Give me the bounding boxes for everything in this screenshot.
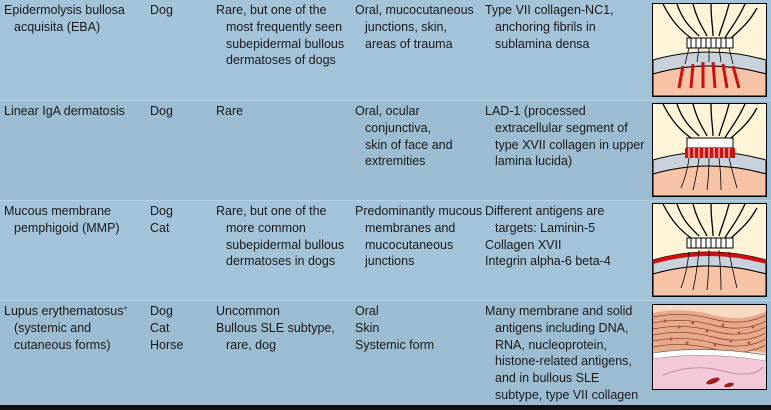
frequency-text: Rare, but one of the <box>216 3 327 17</box>
frequency-cell <box>216 103 243 120</box>
sites-text: junctions <box>365 254 415 269</box>
species-text: Dog <box>150 304 173 318</box>
antigen-text: histone-related antigens, <box>495 354 632 369</box>
sites-cell <box>355 203 482 270</box>
footnote-marker[interactable]: * <box>123 305 128 316</box>
sites-text: Systemic form <box>355 337 435 352</box>
sites-text: Oral <box>355 304 379 318</box>
antigen-text: and in bullous SLE <box>495 371 600 386</box>
disease-name: acquisita (EBA) <box>14 19 101 34</box>
antigen-cell <box>485 103 644 170</box>
disease-name: pemphigoid (MMP) <box>14 220 120 235</box>
disease-name: Epidermolysis bullosa <box>4 3 125 17</box>
frequency-text: Uncommon <box>216 304 280 318</box>
antigen-text: Many membrane and solid <box>485 304 633 318</box>
frequency-text: rare, dog <box>226 337 277 352</box>
species-text: Cat <box>150 320 170 335</box>
disease-name: cutaneous forms) <box>14 337 111 352</box>
disease-cell <box>4 203 120 237</box>
species-text: Dog <box>150 3 173 17</box>
frequency-cell <box>216 303 335 353</box>
species-text: Dog <box>150 204 173 218</box>
antigen-text: Collagen XVII <box>485 237 562 252</box>
sites-text: extremities <box>365 154 426 169</box>
frequency-text: more common <box>226 220 306 235</box>
sites-cell <box>355 103 453 170</box>
antigen-text: LAD-1 (processed <box>485 104 586 118</box>
frequency-text: dermatoses in dogs <box>226 254 336 269</box>
species-cell <box>150 2 173 19</box>
frequency-text: Rare <box>216 104 244 118</box>
disease-cell <box>4 103 125 120</box>
lamina-lucida-diagram <box>652 103 767 197</box>
disease-name: Linear IgA dermatosis <box>4 104 125 118</box>
disease-name <box>4 303 127 320</box>
anchoring-fibrils-diagram <box>652 3 767 97</box>
antigen-text: Type VII collagen-NC1, <box>485 3 614 17</box>
species-text: Cat <box>150 220 170 235</box>
antigen-text: subtype, type VII collagen <box>495 387 639 402</box>
antigen-text: sublamina densa <box>495 36 590 51</box>
disease-name: (systemic and <box>14 320 92 335</box>
sites-text: areas of trauma <box>365 36 453 51</box>
antigen-cell <box>485 303 638 404</box>
bottom-border <box>0 405 771 410</box>
antigen-text: anchoring fibrils in <box>495 19 596 34</box>
species-text: Dog <box>150 104 173 118</box>
sites-cell <box>355 2 474 52</box>
antigen-text: targets: Laminin-5 <box>495 220 596 235</box>
sites-text: Predominantly mucous <box>355 204 483 218</box>
antigen-text: type XVII collagen in upper <box>495 137 645 152</box>
frequency-text: subepidermal bullous <box>226 36 345 51</box>
frequency-text: subepidermal bullous <box>226 237 345 252</box>
species-cell <box>150 303 183 353</box>
frequency-cell <box>216 2 344 69</box>
antigen-text: Different antigens are <box>485 204 605 218</box>
antigen-text: lamina lucida) <box>495 154 573 169</box>
sites-text: Oral, ocular <box>355 104 420 118</box>
frequency-text: Rare, but one of the <box>216 204 327 218</box>
species-cell <box>150 203 173 237</box>
disease-name: Mucous membrane <box>4 204 111 218</box>
sites-cell <box>355 303 434 353</box>
skin-section-diagram <box>652 304 767 390</box>
frequency-cell <box>216 203 344 270</box>
antigen-cell <box>485 2 614 52</box>
sites-text: junctions, skin, <box>365 19 447 34</box>
basement-membrane-diagram <box>652 203 767 297</box>
sites-text: membranes and <box>365 220 456 235</box>
sites-text: mucocutaneous <box>365 237 454 252</box>
antigen-cell <box>485 203 611 270</box>
sites-text: Oral, mucocutaneous <box>355 3 474 17</box>
antigen-text: antigens including DNA, <box>495 320 629 335</box>
antigen-text: RNA, nucleoprotein, <box>495 337 607 352</box>
species-text: Horse <box>150 337 184 352</box>
antigen-text: extracellular segment of <box>495 120 628 135</box>
sites-text: Skin <box>355 320 380 335</box>
frequency-text: Bullous SLE subtype, <box>216 320 335 335</box>
disease-cell <box>4 303 127 353</box>
frequency-text: dermatoses of dogs <box>226 53 336 68</box>
sites-text: conjunctiva, <box>365 120 432 135</box>
sites-text: skin of face and <box>365 137 453 152</box>
disease-name-text: Lupus erythematosus <box>4 304 124 318</box>
disease-cell <box>4 2 125 36</box>
frequency-text: most frequently seen <box>226 19 343 34</box>
antigen-text: Integrin alpha-6 beta-4 <box>485 254 611 269</box>
species-cell <box>150 103 173 120</box>
